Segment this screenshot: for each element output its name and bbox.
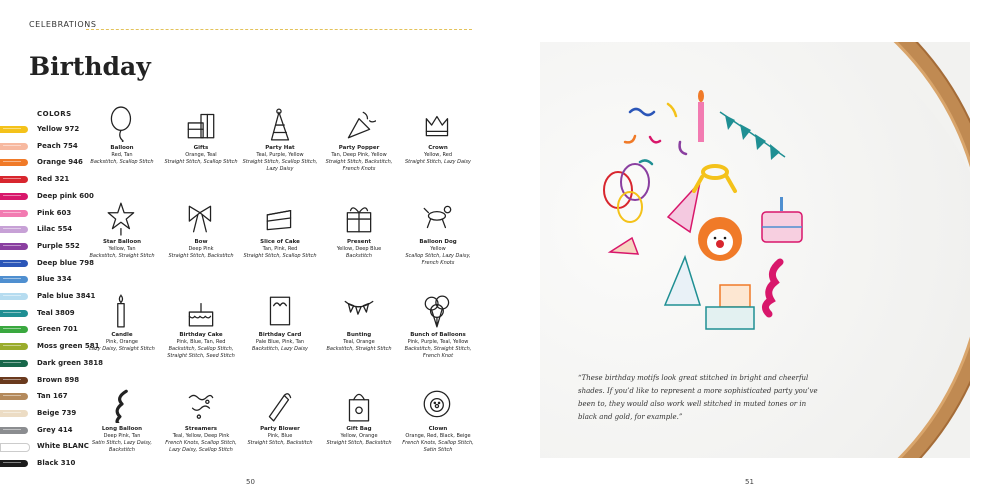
photo-caption-quote: “These birthday motifs look great stitched in bright and cheerful shades. If you’d like to represent a more sophisticated party you’ve been to, they would also work well stitched in muted tones or in black and gold, for example.”: [578, 374, 818, 421]
motif-stitches: Backstitch, Scallop Stitch: [90, 159, 154, 165]
thread-swatch: [0, 243, 28, 250]
motif-colors: Yellow, Deep Blue: [336, 246, 382, 252]
color-row: [0, 323, 95, 335]
motif-name: Bunting: [346, 332, 372, 338]
color-row: [0, 190, 95, 202]
motif-card: [161, 387, 241, 454]
crown-icon: [398, 106, 478, 142]
motif-name: Long Balloon: [101, 426, 143, 432]
motif-stitches: French Knots, Scallop Stitch, Satin Stitch: [402, 440, 474, 453]
color-row: [0, 273, 95, 285]
motif-card: [240, 106, 320, 173]
color-label: Grey 414: [37, 425, 73, 434]
gifts-icon: [161, 106, 241, 142]
long-balloon-icon: [82, 387, 162, 423]
motif-colors: Deep Pink, Tan: [103, 433, 141, 439]
color-row: [0, 207, 95, 219]
motif-card: [319, 293, 399, 353]
star-balloon-icon: [82, 200, 162, 236]
motif-colors: Pink, Blue, Tan, Red: [176, 339, 226, 345]
motif-colors: Yellow, Orange: [340, 433, 378, 439]
color-label: Peach 754: [37, 141, 78, 150]
party-blower-icon: [240, 387, 320, 423]
motif-stitches: Lazy Daisy, Straight Stitch: [89, 346, 155, 352]
motif-name: Party Popper: [338, 145, 380, 151]
thread-swatch: [0, 460, 28, 467]
motif-card: [82, 106, 162, 166]
motif-card: [82, 387, 162, 454]
motif-colors: Yellow, Red: [423, 152, 453, 158]
color-label: Moss green 581: [37, 342, 100, 351]
motif-stitches: Straight Stitch, Backstitch: [326, 440, 392, 446]
party-popper-icon: [319, 106, 399, 142]
color-row: [0, 123, 95, 135]
motif-name: Slice of Cake: [260, 239, 300, 245]
color-row: [0, 440, 95, 452]
motif-card: [82, 200, 162, 260]
motif-stitches: Backstitch: [346, 253, 372, 259]
motif-name: Bow: [194, 239, 208, 245]
color-label: Lilac 554: [37, 225, 73, 234]
color-row: [0, 290, 95, 302]
color-row: [0, 307, 95, 319]
motif-colors: Deep Pink: [188, 246, 214, 252]
motif-colors: Teal, Purple, Yellow: [256, 152, 304, 158]
thread-swatch: [0, 260, 28, 267]
thread-swatch: [0, 193, 28, 200]
bunting-icon: [319, 293, 399, 329]
motif-card: [398, 200, 478, 267]
color-label: White BLANC: [37, 442, 89, 451]
color-label: Yellow 972: [37, 125, 80, 133]
motif-card: [240, 293, 320, 353]
motif-card: [319, 106, 399, 173]
color-row: [0, 257, 95, 269]
motif-colors: Teal, Yellow, Deep Pink: [172, 433, 230, 439]
motif-stitches: Backstitch, Straight Stitch: [89, 253, 155, 259]
color-row: [0, 407, 95, 419]
thread-swatch: [0, 377, 28, 384]
motif-colors: Pink, Purple, Teal, Yellow: [407, 339, 469, 345]
motif-name: Party Hat: [265, 145, 295, 151]
page-title: Birthday: [29, 52, 151, 81]
motif-colors: Tan, Pink, Red: [262, 246, 298, 252]
balloons-bunch-icon: [398, 293, 478, 329]
motif-name: Birthday Card: [258, 332, 302, 338]
page-number-right: 51: [745, 478, 754, 486]
color-row: [0, 140, 95, 152]
motif-colors: Pale Blue, Pink, Tan: [255, 339, 305, 345]
motif-card: [398, 106, 478, 166]
motif-colors: Pink, Orange: [105, 339, 138, 345]
motif-card: [319, 200, 399, 260]
thread-swatch: [0, 176, 28, 183]
color-row: [0, 156, 95, 168]
motif-name: Present: [346, 239, 372, 245]
motif-name: Candle: [111, 332, 133, 338]
candle-icon: [82, 293, 162, 329]
thread-swatch: [0, 126, 28, 133]
color-label: Black 310: [37, 459, 76, 467]
motif-colors: Teal, Orange: [343, 339, 375, 345]
color-label: Green 701: [37, 325, 78, 334]
motif-stitches: Backstitch, Scallop Stitch, Straight Stitch, Seed Stitch: [167, 346, 235, 359]
motif-stitches: French Knots, Scallop Stitch, Lazy Daisy, Scallop Stitch: [165, 440, 237, 453]
motif-stitches: Straight Stitch, Backstitch: [247, 440, 313, 446]
motif-card: [161, 293, 241, 360]
motif-stitches: Straight Stitch, Backstitch, French Knots: [325, 159, 393, 172]
balloon-dog-icon: [398, 200, 478, 236]
page-number-left: 50: [246, 478, 255, 486]
clown-icon: [398, 387, 478, 423]
motif-name: Gift Bag: [346, 426, 372, 432]
colors-heading: COLORS: [37, 110, 72, 118]
thread-swatch: [0, 427, 28, 434]
thread-swatch: [0, 326, 28, 333]
balloon-icon: [82, 106, 162, 142]
thread-swatch: [0, 410, 28, 417]
color-label: Dark green 3818: [37, 358, 103, 367]
color-row: [0, 357, 103, 369]
color-label: Pale blue 3841: [37, 292, 96, 300]
color-row: [0, 223, 95, 235]
present-icon: [319, 200, 399, 236]
dashed-divider: [86, 29, 472, 30]
motif-stitches: Backstitch, Lazy Daisy: [251, 346, 309, 352]
color-row: [0, 390, 95, 402]
motif-name: Party Blower: [260, 426, 300, 432]
motif-card: [240, 200, 320, 260]
motif-colors: Orange, Teal: [185, 152, 217, 158]
motif-name: Star Balloon: [102, 239, 142, 245]
color-label: Teal 3809: [37, 308, 75, 317]
bow-icon: [161, 200, 241, 236]
left-page: [0, 0, 490, 500]
motif-colors: Red, Tan: [111, 152, 133, 158]
birthday-card-icon: [240, 293, 320, 329]
thread-swatch: [0, 360, 28, 367]
color-label: Beige 739: [37, 408, 77, 417]
color-row: [0, 424, 95, 436]
party-hat-icon: [240, 106, 320, 142]
thread-swatch: [0, 226, 28, 233]
motif-stitches: Straight Stitch, Scallop Stitch, Lazy Daisy: [242, 159, 318, 172]
motif-card: [240, 387, 320, 447]
motif-colors: Pink, Blue: [267, 433, 293, 439]
motif-colors: Orange, Red, Black, Beige: [405, 433, 471, 439]
color-row: [0, 374, 95, 386]
motif-stitches: Satin Stitch, Lazy Daisy, Backstitch: [91, 440, 153, 453]
color-label: Deep blue 798: [37, 258, 94, 267]
motif-card: [82, 293, 162, 353]
color-label: Blue 334: [37, 275, 72, 284]
thread-swatch: [0, 159, 28, 166]
motif-card: [398, 387, 478, 454]
motif-stitches: Straight Stitch, Backstitch: [168, 253, 234, 259]
motif-card: [319, 387, 399, 447]
gift-bag-icon: [319, 387, 399, 423]
color-label: Pink 603: [37, 208, 72, 217]
motif-stitches: Backstitch, Straight Stitch, French Knot: [404, 346, 472, 359]
embroidery-hoop-photo: [540, 42, 970, 458]
color-label: Purple 552: [37, 241, 80, 250]
motif-stitches: Straight Stitch, Lazy Daisy: [404, 159, 471, 165]
motif-name: Birthday Cake: [179, 332, 223, 338]
color-label: Tan 167: [37, 392, 68, 401]
motif-name: Bunch of Balloons: [410, 332, 466, 338]
motif-stitches: Straight Stitch, Scallop Stitch: [243, 253, 317, 259]
thread-swatch: [0, 343, 28, 350]
thread-swatch: [0, 393, 28, 400]
motif-stitches: Scallop Stitch, Lazy Daisy, French Knots: [405, 253, 471, 266]
streamers-icon: [161, 387, 241, 423]
thread-swatch: [0, 143, 28, 150]
motif-name: Balloon Dog: [419, 239, 457, 245]
thread-swatch: [0, 276, 28, 283]
color-label: Red 321: [37, 175, 70, 184]
thread-swatch: [0, 443, 30, 452]
thread-swatch: [0, 210, 28, 217]
cake-slice-icon: [240, 200, 320, 236]
motif-stitches: Straight Stitch, Scallop Stitch: [164, 159, 238, 165]
thread-swatch: [0, 293, 28, 300]
birthday-cake-icon: [161, 293, 241, 329]
color-label: Deep pink 600: [37, 191, 94, 200]
color-row: [0, 173, 95, 185]
motif-colors: Yellow: [430, 246, 446, 252]
motif-name: Gifts: [193, 145, 209, 151]
color-label: Brown 898: [37, 375, 80, 384]
motif-card: [161, 106, 241, 166]
thread-swatch: [0, 310, 28, 317]
motif-name: Crown: [428, 145, 448, 151]
motif-stitches: Backstitch, Straight Stitch: [326, 346, 392, 352]
section-label: CELEBRATIONS: [29, 20, 97, 29]
motif-colors: Yellow, Tan: [108, 246, 136, 252]
motif-card: [398, 293, 478, 360]
motif-card: [161, 200, 241, 260]
color-row: [0, 240, 95, 252]
color-row: [0, 457, 95, 469]
motif-name: Streamers: [184, 426, 218, 432]
motif-name: Balloon: [110, 145, 134, 151]
motif-colors: Tan, Deep Pink, Yellow: [331, 152, 387, 158]
right-page: [510, 0, 1000, 500]
motif-name: Clown: [428, 426, 448, 432]
color-label: Orange 946: [37, 158, 83, 167]
color-row: [0, 340, 100, 352]
